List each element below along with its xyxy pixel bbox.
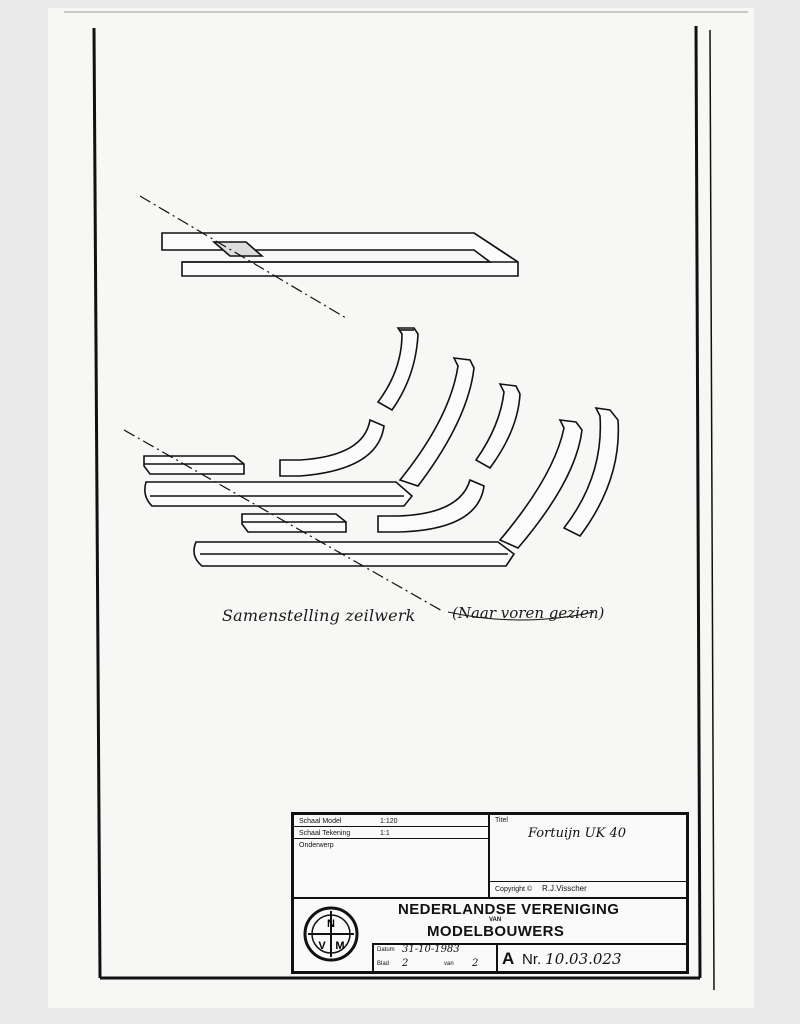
organisation-line-2: MODELBOUWERS <box>427 923 565 940</box>
copyright-value: R.J.Visscher <box>542 884 587 893</box>
scale-model-row <box>294 817 488 827</box>
scale-drawing-row <box>294 829 488 839</box>
subject-label: Onderwerp <box>299 842 334 849</box>
logo-letter-m: M <box>335 940 345 952</box>
title-block-right <box>490 815 686 897</box>
drawing-caption: Samenstelling zeilwerk <box>222 606 416 625</box>
scale-drawing-value: 1:1 <box>380 830 390 837</box>
scale-model-value: 1:120 <box>380 818 398 825</box>
sheet-value: 2 <box>402 958 409 969</box>
title-block-bottom <box>372 943 686 973</box>
format-letter: A <box>502 949 515 968</box>
title-value: Fortuijn UK 40 <box>528 826 626 841</box>
title-label: Titel <box>495 817 508 824</box>
top-plank <box>162 233 518 276</box>
date-label: Datum <box>377 947 395 953</box>
copyright-label: Copyright © <box>495 886 533 893</box>
logo-letter-v: V <box>318 940 326 952</box>
title-block-divider <box>294 897 686 899</box>
scale-drawing-label: Schaal Tekening <box>299 830 351 837</box>
of-label: van <box>444 961 454 967</box>
date-value: 31-10-1983 <box>402 944 460 955</box>
drawing-number <box>522 950 622 968</box>
nvm-logo-icon <box>302 905 360 963</box>
number-label: Nr. <box>522 951 542 968</box>
section-line-1 <box>140 196 346 318</box>
subject-row <box>294 841 488 851</box>
title-block <box>291 812 689 974</box>
of-value: 2 <box>472 958 479 969</box>
number-value: 10.03.023 <box>545 950 622 968</box>
logo-letter-n: N <box>327 918 335 930</box>
title-block-left <box>294 815 490 897</box>
drawing-caption-note: (Naar voren gezien) <box>452 604 605 622</box>
copyright-row <box>490 881 686 897</box>
organisation-van: VAN <box>489 917 502 923</box>
date-sheet-cell <box>372 945 498 973</box>
sheet-label: Blad <box>377 961 390 967</box>
organisation-line-1: NEDERLANDSE VERENIGING <box>398 901 620 918</box>
scale-model-label: Schaal Model <box>299 818 342 825</box>
